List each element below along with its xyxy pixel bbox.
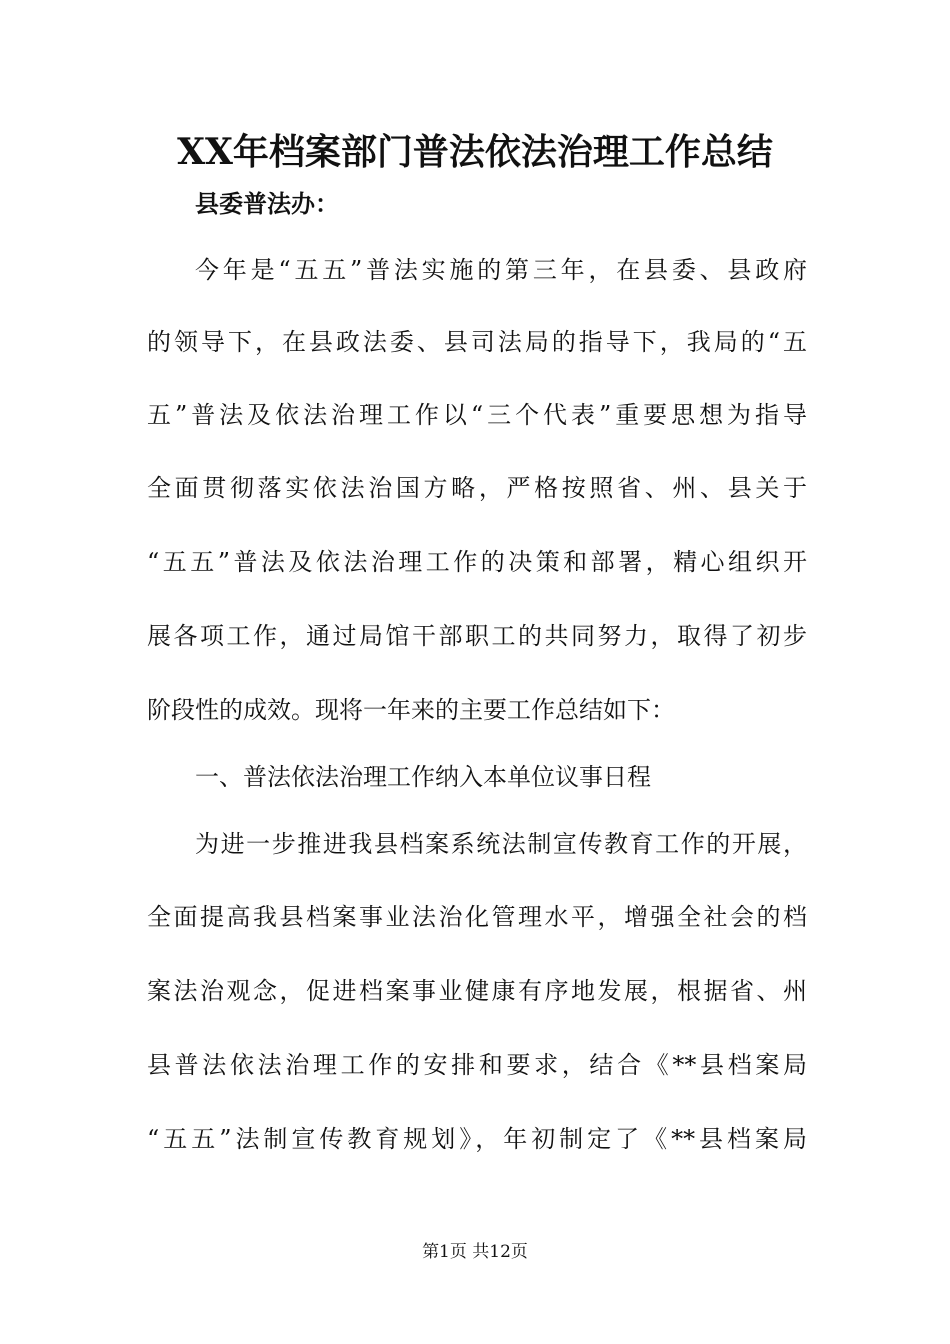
paragraph-line: 案法治观念，促进档案事业健康有序地发展，根据省、州	[147, 977, 807, 1005]
paragraph-line: 为进一步推进我县档案系统法制宣传教育工作的开展，	[195, 830, 807, 858]
paragraph-line: “五五”普法及依法治理工作的决策和部署，精心组织开	[147, 548, 807, 576]
section-heading: 一、普法依法治理工作纳入本单位议事日程	[195, 763, 651, 791]
document-title: XX年档案部门普法依法治理工作总结	[177, 131, 773, 173]
paragraph-line: 县普法依法治理工作的安排和要求，结合《**县档案局	[147, 1051, 807, 1079]
paragraph-line: 的领导下，在县政法委、县司法局的指导下，我局的“五	[147, 328, 807, 356]
paragraph-line: 全面提高我县档案事业法治化管理水平，增强全社会的档	[147, 903, 807, 931]
paragraph-line: “五五”法制宣传教育规划》，年初制定了《**县档案局	[147, 1125, 807, 1153]
page-footer: 第1页 共12页	[422, 1242, 528, 1262]
paragraph-line: 阶段性的成效。现将一年来的主要工作总结如下：	[147, 696, 675, 724]
salutation: 县委普法办：	[195, 190, 339, 218]
paragraph-line: 今年是“五五”普法实施的第三年，在县委、县政府	[195, 256, 807, 284]
paragraph-line: 全面贯彻落实依法治国方略，严格按照省、州、县关于	[147, 474, 807, 502]
paragraph-line: 五”普法及依法治理工作以“三个代表”重要思想为指导	[147, 401, 807, 429]
paragraph-line: 展各项工作，通过局馆干部职工的共同努力，取得了初步	[147, 622, 807, 650]
